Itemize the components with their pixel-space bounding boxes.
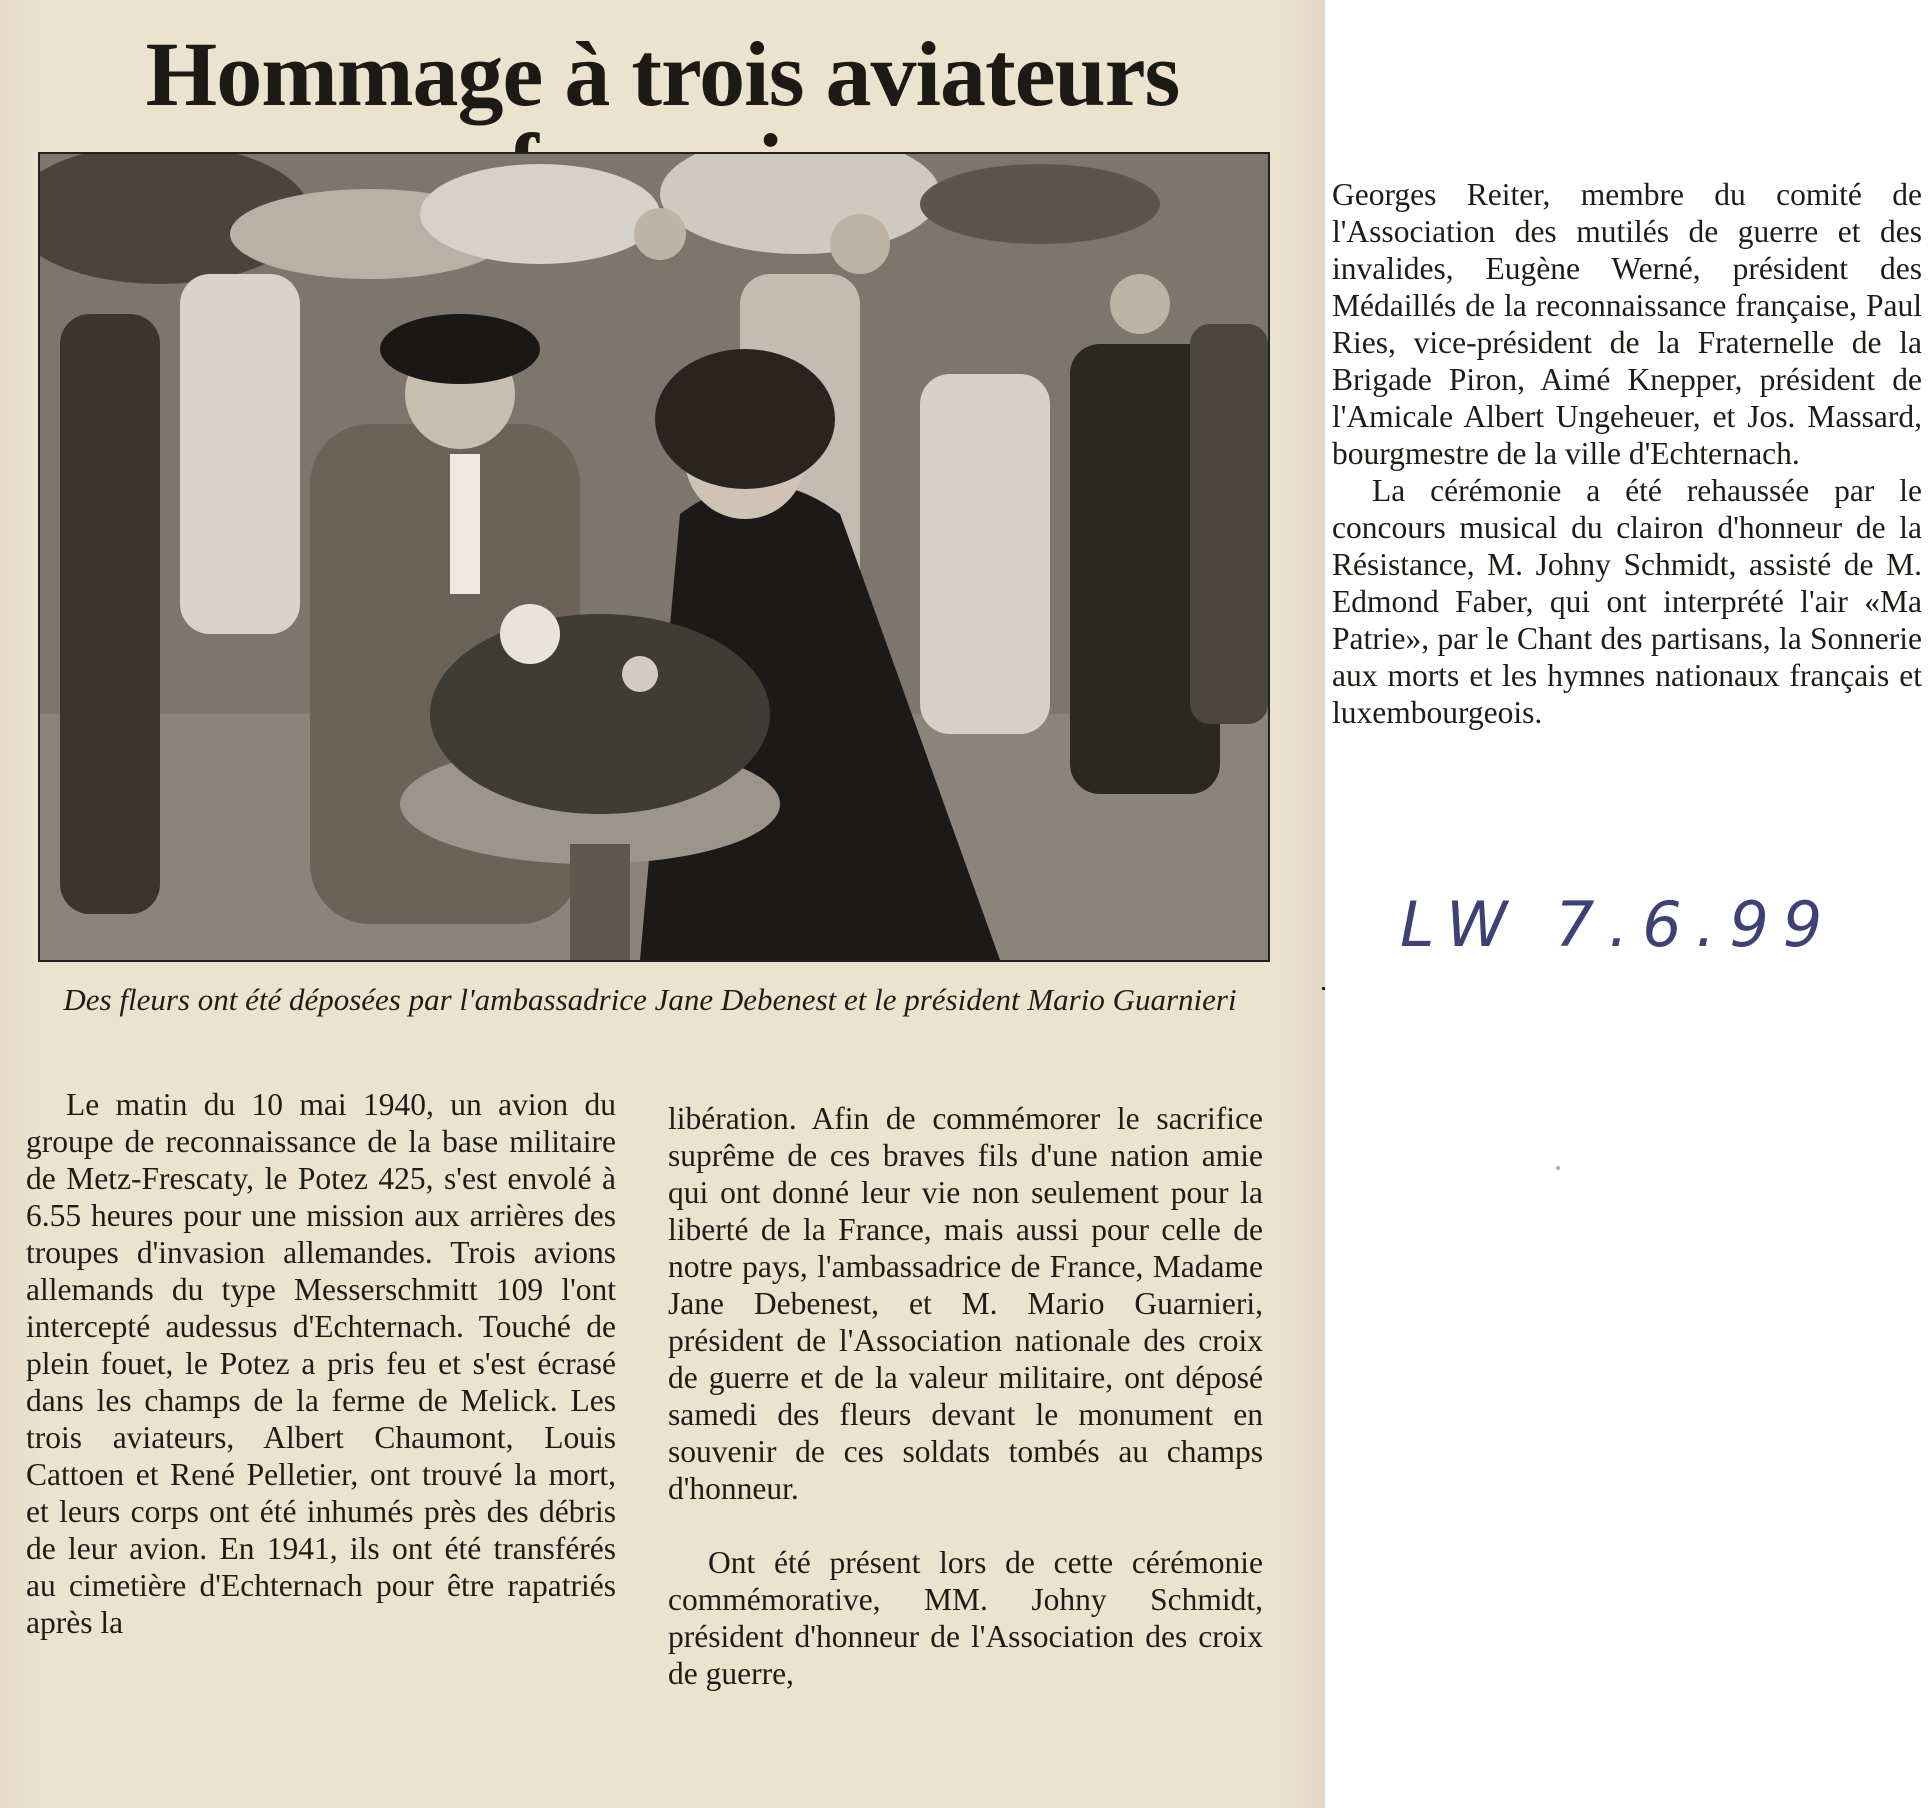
paper-speck	[1556, 1166, 1560, 1170]
article-column-3	[1332, 176, 1922, 731]
article-column-1	[26, 1086, 616, 1641]
headline: Hommage à trois aviateurs	[145, 23, 1180, 125]
article-paragraph-2: libération. Afin de commémorer le sacrifice suprême de ces braves fils d'une nation amie qui ont donné leur vie non seulement pour la liberté de la France, mais aussi pour celle de notre pays, l'ambassadrice de France, Madame Jane Debenest, et M. Mario Guarnieri, président de l'Association nationale des croix de guerre et de la valeur militaire, ont déposé samedi des fleurs devant le monument en souvenir de ces soldats tombés au champs d'honneur.	[668, 1101, 1263, 1506]
photo-illustration	[40, 154, 1268, 960]
article-paragraph-4: Georges Reiter, membre du comité de l'Association des mutilés de guerre et des invalides, Eugène Werné, président des Médaillés de la reconnaissance française, Paul Ries, vice-président de la Fraternelle de la Brigade Piron, Aimé Knepper, président de l'Amicale Albert Ungeheuer, et Jos. Massard, bourgmestre de la ville d'Echternach.	[1332, 177, 1922, 471]
article-paragraph-1: Le matin du 10 mai 1940, un avion du groupe de reconnaissance de la base militaire de Metz-Frescaty, le Potez 425, s'est envolé à 6.55 heures pour une mission aux arrières des troupes d'invasion allemandes. Trois avions allemands du type Messerschmitt 109 l'ont intercepté audessus d'Echternach. Touché de plein fouet, le Potez a pris feu et s'est écrasé dans les champs de la ferme de Melick. Les trois aviateurs, Albert Chaumont, Louis Cattoen et René Pelletier, ont trouvé la mort, et leurs corps ont été inhumés près des débris de leur avion. En 1941, ils ont été transférés au cimetière d'Echternach pour être rapatriés après la	[26, 1087, 616, 1640]
article-column-2	[668, 1100, 1263, 1692]
photo-caption: Des fleurs ont été déposées par l'ambassadrice Jane Debenest et le président Mario Guarnieri	[63, 982, 1237, 1017]
news-photo	[38, 152, 1270, 962]
article-paragraph-5: La cérémonie a été rehaussée par le concours musical du clairon d'honneur de la Résistance, M. Johny Schmidt, assisté de M. Edmond Faber, qui ont interprété l'air «Ma Patrie», par le Chant des partisans, la Sonnerie aux morts et les hymnes nationaux français et luxembourgeois.	[1332, 473, 1922, 730]
article-paragraph-3: Ont été présent lors de cette cérémonie commémorative, MM. Johny Schmidt, président d'honneur de l'Association des croix de guerre,	[668, 1545, 1263, 1691]
handwritten-date: LW 7.6.99	[1400, 888, 1837, 961]
closing-rule	[1322, 987, 1325, 990]
